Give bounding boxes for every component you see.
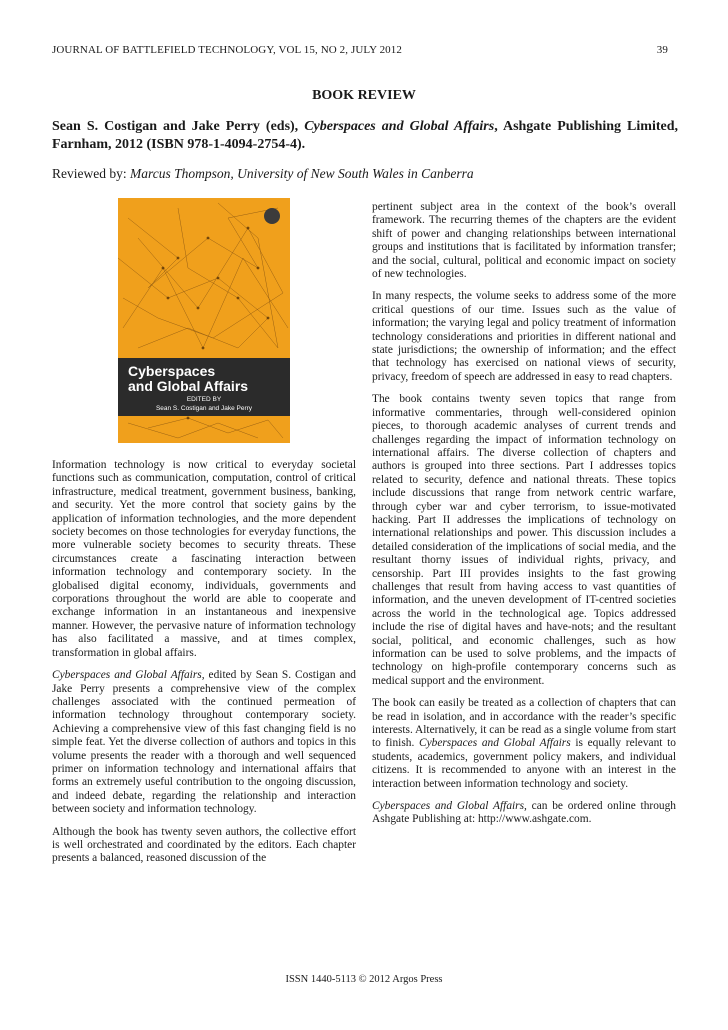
paragraph: pertinent subject area in the context of the book’s overall framework. The recurring themes of the chapters are the evident shift of power and changing relationships between international groups and institutions that is facilitated by information transfer; and the social, cultural, political and economic impact on society of new technologies. xyxy=(372,201,676,281)
page-footer: ISSN 1440-5113 © 2012 Argos Press xyxy=(285,974,443,985)
citation-authors: Sean S. Costigan and Jake Perry (eds), xyxy=(52,119,305,134)
reviewer-name: Marcus Thompson, University of New South Wales in Canberra xyxy=(129,166,474,181)
cover-edited-label: EDITED BY xyxy=(186,396,222,403)
paragraph: Cyberspaces and Global Affairs, can be ordered online through Ashgate Publishing at: http://www.ashgate.com. xyxy=(372,800,676,826)
citation-publisher: , Ashgate Publishing Limited, Farnham, 2012 (ISBN 978-1-4094-2754-4). xyxy=(52,119,678,152)
paragraph: In many respects, the volume seeks to address some of the more critical questions of our time. Issues such as the value of information; the varying legal and policy treatment of information technology considerations and priorities in different national and state jurisdictions; the ownership of information; and the effect that technology has exercised on national views of security, privacy, freedom of speech are addressed in easy to read chapters. xyxy=(372,290,676,383)
publisher-logo-icon xyxy=(264,208,280,224)
citation-book-title: Cyberspaces and Global Affairs xyxy=(304,119,495,134)
cover-title: Cyberspaces and Global Affairs xyxy=(128,363,249,394)
paragraph: Although the book has twenty seven authors, the collective effort is well orchestrated and coordinated by the editors. Each chapter presents a balanced, reasoned discussion of the xyxy=(52,825,356,865)
reviewer-line xyxy=(52,166,474,182)
paragraph: Cyberspaces and Global Affairs, edited by Sean S. Costigan and Jake Perry presents a comprehensive view of the complex challenges associated with the continued permeation of information technology throughout contemporary society. Achieving a comprehensive view of this fast changing field is no simple feat. Yet the diverse collection of authors and topics in this volume presents the reader with a thorough and well sequenced primer on information technology and international affairs that forms an extremely useful contribution to the ongoing discussion, and indeed debate, regarding the relationship and interaction between society and information technology. xyxy=(52,669,356,816)
right-column xyxy=(372,201,676,836)
paragraph: The book contains twenty seven topics that range from informative commentaries, through well-considered opinion pieces, to thorough academic analyses of current trends and challenges regarding the impact of information technology on international affairs. The diverse collection of chapters and authors is grouped into three sections. Part I addresses topics related to security, defence and national threats. These topics include discussions that range from network centric warfare, through cyber war and cyber terrorism, to issue-motivated hacking. Part II addresses the implications of technology on international relationships and power. This discussion includes a detailed consideration of the implications of social media, and the resultant thorny issues of individual rights, privacy, and censorship. Part III provides insights to the fast growing challenges that result from having access to vast quantities of information, and the uneven development of IT-centred societies across the world in the technological age. Topics addressed include the rise of digital haves and have-nots; and the resultant social, political, and economic challenges, such as how information can be used to solve problems, and the impacts of technology on high-profile contemporary concerns such as medical support and the environment. xyxy=(372,393,676,687)
left-column xyxy=(52,459,356,875)
page-number: 39 xyxy=(656,44,668,56)
journal-name: JOURNAL OF BATTLEFIELD TECHNOLOGY, VOL 15, NO 2, JULY 2012 xyxy=(52,44,402,56)
running-header xyxy=(52,44,668,56)
page-title: BOOK REVIEW xyxy=(312,88,416,103)
book-cover-image xyxy=(118,198,290,443)
cover-editors: Sean S. Costigan and Jake Perry xyxy=(155,405,253,412)
paragraph: Information technology is now critical to everyday societal functions such as communication, computation, control of critical infrastructure, medical treatment, government business, banking, and security. Yet the more control that society gains by the application of information technologies, and the more dependent society becomes on those technologies for everyday functions, the more vulnerable society becomes to security threats. These circumstances create a fascinating interaction between information technology and contemporary society. In the globalised digital economy, individuals, governments and corporations throughout the world are able to cooperate and exchange information in an instantaneous and inexpensive manner. However, the pervasive nature of information technology has also facilitated a massive, and at times complex, transformation in global affairs. xyxy=(52,459,356,659)
paragraph: The book can easily be treated as a collection of chapters that can be read in isolation, and in accordance with the reader’s specific interests. Alternatively, it can be read as a single volume from start to finish. Cyberspaces and Global Affairs is equally relevant to students, academics, government policy makers, and individual citizens. It is recommended to anyone with an interest in the interaction between information technology and society. xyxy=(372,697,676,790)
reviewer-label: Reviewed by: xyxy=(52,166,130,181)
book-citation xyxy=(52,118,678,154)
